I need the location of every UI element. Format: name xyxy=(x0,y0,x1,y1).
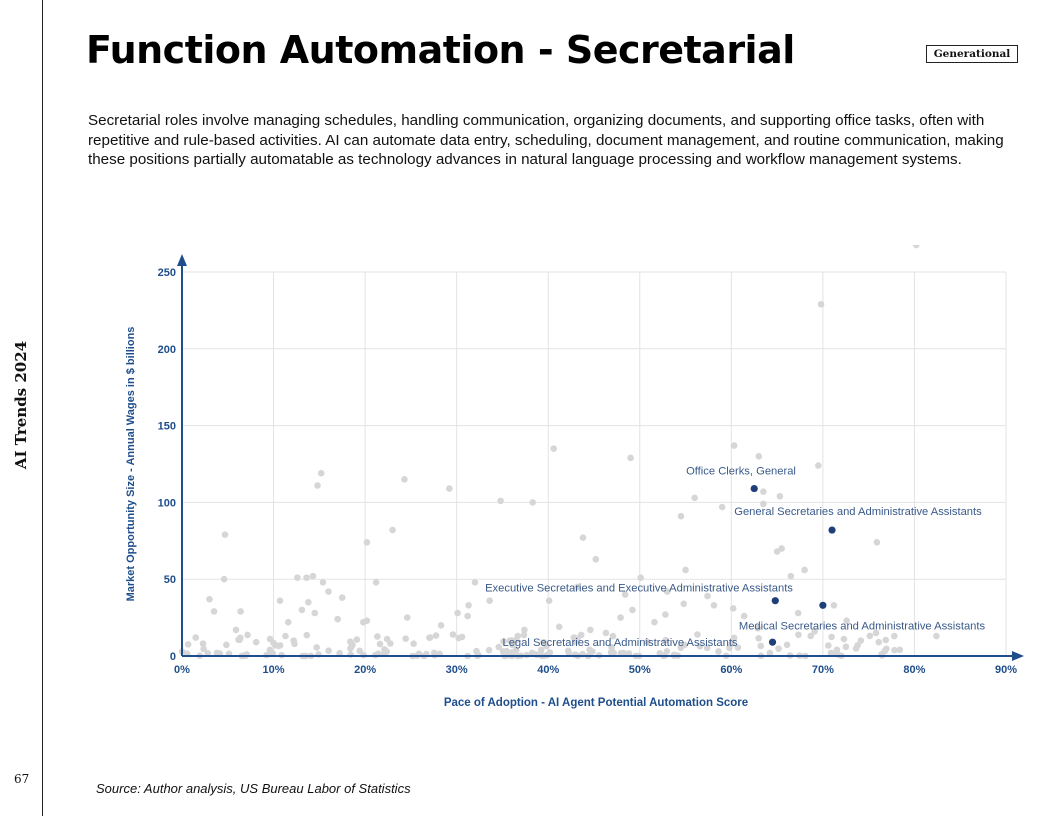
background-point xyxy=(320,579,327,586)
y-tick-label: 250 xyxy=(157,267,176,279)
background-point xyxy=(550,445,557,452)
background-point xyxy=(275,643,282,650)
background-point xyxy=(529,499,536,506)
x-axis-title: Pace of Adoption - AI Agent Potential Automation Score xyxy=(443,697,749,709)
background-point xyxy=(450,631,457,638)
background-point xyxy=(815,462,822,469)
background-point xyxy=(299,607,306,614)
background-point xyxy=(587,627,594,634)
category-tag: Generational xyxy=(926,45,1018,63)
background-point xyxy=(933,633,940,640)
scatter-chart xyxy=(110,245,1030,725)
background-point xyxy=(339,594,346,601)
background-point xyxy=(882,637,889,644)
background-point xyxy=(464,613,471,620)
background-point xyxy=(310,573,317,580)
y-axis-title: Market Opportunity Size - Annual Wages in $ billions xyxy=(125,326,137,602)
background-point xyxy=(433,632,440,639)
background-point xyxy=(325,647,332,654)
side-running-title: AI Trends 2024 xyxy=(12,340,30,470)
background-point xyxy=(755,635,762,642)
background-point xyxy=(472,579,479,586)
background-point xyxy=(426,634,433,641)
background-point xyxy=(410,640,417,647)
x-tick-label: 30% xyxy=(445,664,468,676)
background-point xyxy=(221,576,228,583)
background-point xyxy=(691,494,698,501)
background-point xyxy=(629,607,636,614)
background-point xyxy=(853,645,860,652)
background-point xyxy=(438,622,445,629)
background-point xyxy=(402,635,409,642)
background-point xyxy=(841,636,848,643)
background-point xyxy=(334,616,341,623)
page-number: 67 xyxy=(14,772,30,786)
background-point xyxy=(267,636,274,643)
y-tick-label: 0 xyxy=(169,651,176,663)
background-point xyxy=(875,639,882,646)
x-tick-label: 0% xyxy=(174,664,190,676)
background-point xyxy=(627,455,634,462)
background-point xyxy=(495,644,502,651)
page-title: Function Automation - Secretarial xyxy=(86,28,795,72)
background-point xyxy=(387,640,394,647)
background-point xyxy=(377,641,384,648)
background-point xyxy=(593,556,600,563)
point-label: Office Clerks, General xyxy=(686,465,796,478)
background-point xyxy=(891,633,898,640)
background-point xyxy=(756,453,763,460)
background-point xyxy=(788,573,795,580)
background-point xyxy=(678,513,685,520)
background-point xyxy=(303,632,310,639)
background-point xyxy=(404,614,411,621)
background-point xyxy=(347,645,354,652)
background-point xyxy=(314,482,321,489)
background-point xyxy=(858,637,865,644)
background-point xyxy=(282,633,289,640)
background-point xyxy=(303,574,310,581)
source-note: Source: Author analysis, US Bureau Labor of Statistics xyxy=(96,781,411,796)
background-points xyxy=(179,245,940,659)
background-point xyxy=(637,574,644,581)
background-point xyxy=(233,627,240,634)
background-point xyxy=(662,611,669,618)
background-point xyxy=(222,531,229,538)
background-point xyxy=(760,488,767,495)
side-divider-line xyxy=(42,0,43,816)
background-point xyxy=(244,632,251,639)
y-tick-label: 100 xyxy=(157,497,176,510)
background-point xyxy=(825,642,832,649)
highlighted-point xyxy=(819,602,826,609)
background-point xyxy=(828,634,835,641)
background-point xyxy=(497,498,504,505)
background-point xyxy=(546,597,553,604)
background-point xyxy=(603,630,610,637)
highlighted-points xyxy=(485,466,985,650)
background-point xyxy=(291,641,298,648)
x-tick-label: 10% xyxy=(262,664,285,676)
x-axis-arrow xyxy=(1012,651,1024,661)
point-label: Medical Secretaries and Administrative Assistants xyxy=(738,620,986,633)
chart-axes xyxy=(177,254,1024,661)
point-label: Legal Secretaries and Administrative Assistants xyxy=(502,637,738,650)
background-point xyxy=(651,619,658,626)
background-point xyxy=(465,602,472,609)
background-point xyxy=(455,635,462,642)
background-point xyxy=(360,619,367,626)
background-point xyxy=(741,613,748,620)
background-point xyxy=(874,539,881,546)
background-point xyxy=(730,605,737,612)
highlighted-point xyxy=(828,526,835,533)
background-point xyxy=(381,646,388,653)
background-point xyxy=(617,614,624,621)
background-point xyxy=(807,633,814,640)
background-point xyxy=(294,574,301,581)
background-point xyxy=(192,634,199,641)
point-label: Executive Secretaries and Executive Administrative Assistants xyxy=(485,582,793,595)
background-point xyxy=(831,602,838,609)
background-point xyxy=(795,610,802,617)
background-point xyxy=(446,485,453,492)
background-point xyxy=(401,476,408,483)
background-point xyxy=(719,504,726,511)
background-point xyxy=(211,608,218,615)
background-point xyxy=(185,641,192,648)
background-point xyxy=(818,301,825,308)
background-point xyxy=(556,624,563,631)
background-point xyxy=(775,645,782,652)
y-axis-arrow xyxy=(177,254,187,266)
background-point xyxy=(711,602,718,609)
background-point xyxy=(454,610,461,617)
background-point xyxy=(237,608,244,615)
background-point xyxy=(253,639,260,646)
background-point xyxy=(913,245,920,248)
background-point xyxy=(374,633,381,640)
background-point xyxy=(235,636,242,643)
background-point xyxy=(223,642,230,649)
background-point xyxy=(353,636,360,643)
y-tick-label: 50 xyxy=(163,574,176,587)
chart-grid xyxy=(182,272,1006,656)
background-point xyxy=(883,645,890,652)
background-point xyxy=(795,631,802,638)
point-label: General Secretaries and Administrative Assistants xyxy=(734,506,982,519)
background-point xyxy=(580,534,587,541)
background-point xyxy=(682,567,689,574)
background-point xyxy=(364,539,371,546)
background-point xyxy=(313,644,320,651)
background-point xyxy=(867,633,874,640)
background-point xyxy=(757,643,764,650)
background-point xyxy=(778,545,785,552)
background-point xyxy=(356,648,363,655)
chart-ticks xyxy=(158,267,1018,676)
background-point xyxy=(486,647,493,654)
background-point xyxy=(777,493,784,500)
y-tick-label: 150 xyxy=(157,420,176,433)
x-tick-label: 50% xyxy=(628,664,651,676)
x-tick-label: 90% xyxy=(994,664,1018,676)
background-point xyxy=(891,647,898,654)
background-point xyxy=(547,649,554,656)
background-point xyxy=(206,596,213,603)
highlighted-point xyxy=(769,639,776,646)
background-point xyxy=(325,588,332,595)
y-tick-label: 200 xyxy=(157,343,176,356)
highlighted-point xyxy=(772,597,779,604)
background-point xyxy=(486,597,493,604)
x-tick-label: 80% xyxy=(903,664,926,676)
background-point xyxy=(801,567,808,574)
background-point xyxy=(311,610,318,617)
x-tick-label: 60% xyxy=(720,664,743,676)
highlighted-point xyxy=(751,485,758,492)
description-paragraph: Secretarial roles involve managing schedules, handling communication, organizing documents, and supporting office tasks, often with repetitive and rule-based activities. AI can automate data entry, scheduling, document management, and routine communication, making these positions partially automatable as technology advances in natural language processing and workflow management systems. xyxy=(88,112,1004,168)
x-tick-label: 20% xyxy=(354,664,377,676)
background-point xyxy=(784,642,791,649)
background-point xyxy=(389,527,396,534)
background-point xyxy=(680,600,687,607)
background-point xyxy=(277,597,284,604)
x-tick-label: 70% xyxy=(811,664,834,676)
background-point xyxy=(373,579,380,586)
background-point xyxy=(305,599,312,606)
background-point xyxy=(731,442,738,449)
x-tick-label: 40% xyxy=(537,664,560,676)
background-point xyxy=(285,619,292,626)
background-point xyxy=(843,644,850,651)
background-point xyxy=(318,470,325,477)
